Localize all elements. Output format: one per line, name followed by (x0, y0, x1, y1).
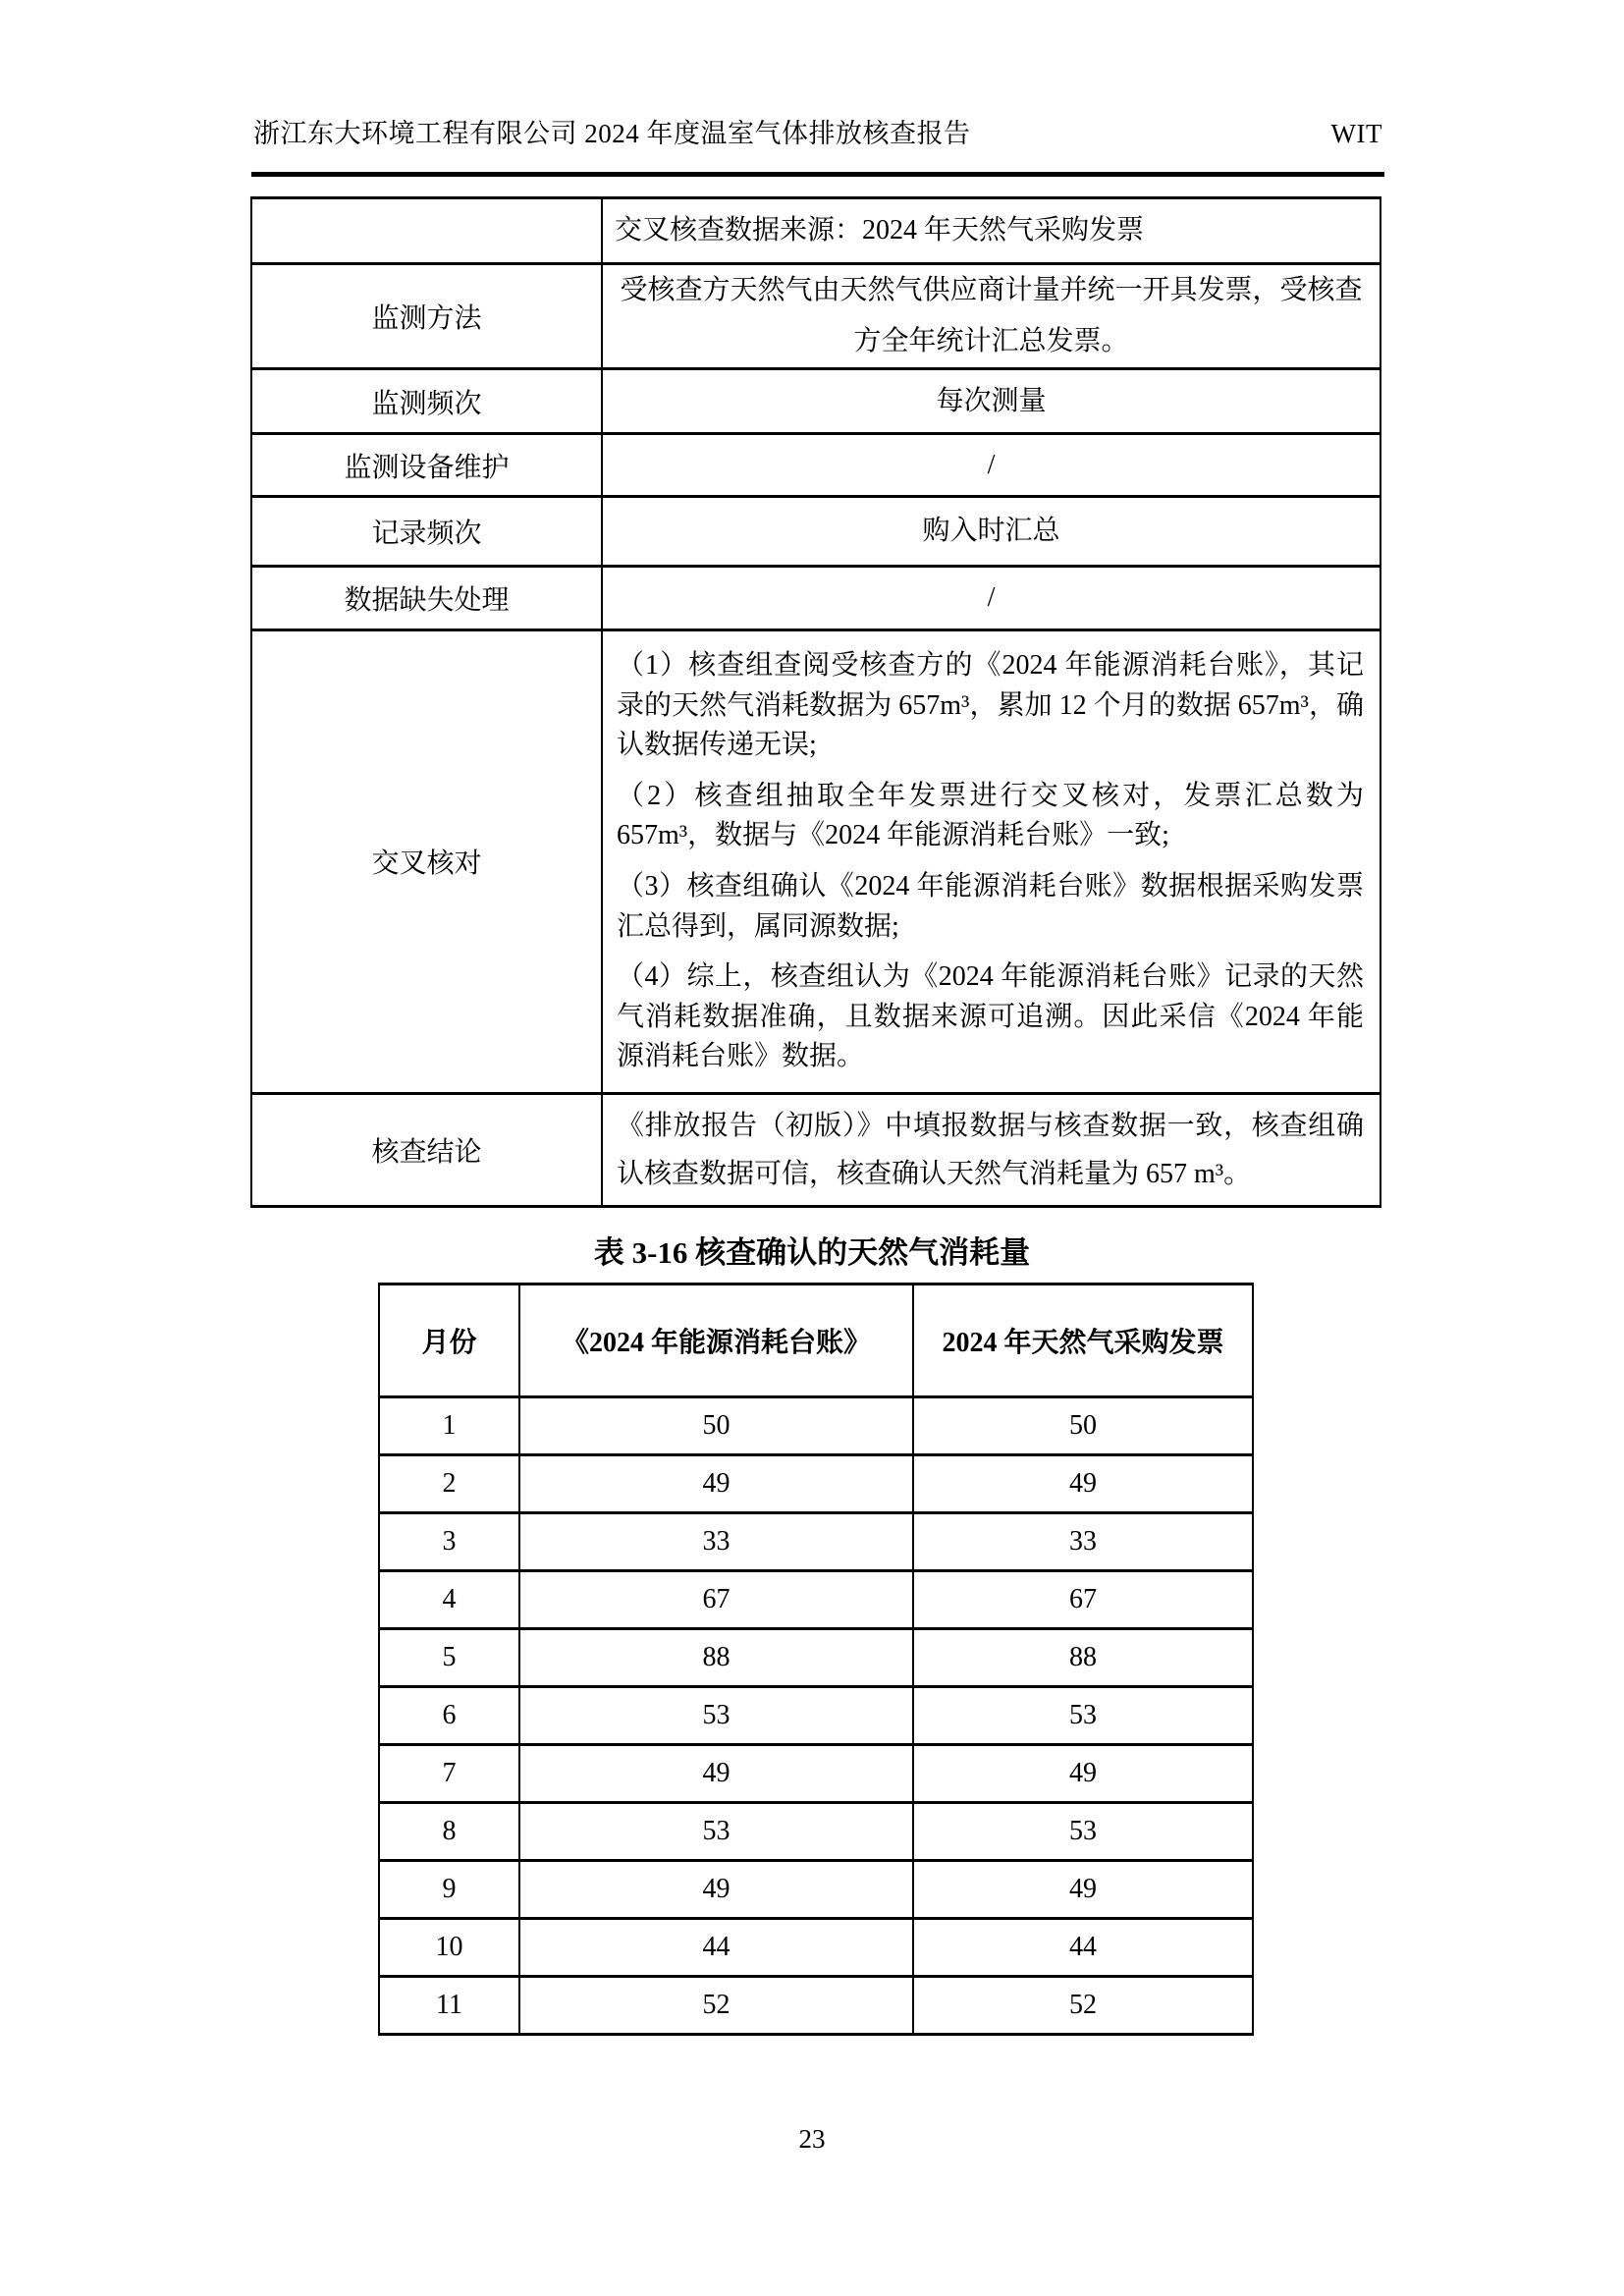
table-caption: 表 3-16 核查确认的天然气消耗量 (593, 1235, 1031, 1270)
cell-invoice: 88 (913, 1629, 1253, 1687)
cell-month: 10 (379, 1919, 519, 1977)
row-label-cell: 监测设备维护 (251, 434, 602, 497)
table-row (251, 497, 1380, 567)
cell-month: 9 (379, 1861, 519, 1919)
cell-invoice: 44 (913, 1919, 1253, 1977)
cell-ledger: 33 (519, 1513, 913, 1571)
cell-invoice: 33 (913, 1513, 1253, 1571)
header-mark: WIT (1330, 119, 1382, 148)
table-row (251, 630, 1380, 1094)
table-row (379, 1977, 1253, 2035)
cell-ledger: 49 (519, 1861, 913, 1919)
column-header-month: 月份 (379, 1285, 519, 1397)
cross-check-cell (602, 630, 1380, 1094)
table-row (379, 1803, 1253, 1861)
cell-ledger: 67 (519, 1571, 913, 1629)
cell-month: 2 (379, 1455, 519, 1513)
row-label-cell: 交叉核对 (251, 630, 602, 1094)
cross-check-paragraph: （4）综上，核查组认为《2024 年能源消耗台账》记录的天然气消耗数据准确，且数据来源可追溯。因此采信《2024 年能源消耗台账》数据。 (617, 961, 1364, 1072)
table-row (251, 567, 1380, 630)
row-label-cell: 监测方法 (251, 264, 602, 369)
table-row (379, 1455, 1253, 1513)
cell-ledger: 53 (519, 1687, 913, 1745)
row-label-cell: 数据缺失处理 (251, 567, 602, 630)
cell-invoice: 49 (913, 1861, 1253, 1919)
table-row (379, 1571, 1253, 1629)
row-label-cell: 记录频次 (251, 497, 602, 567)
cell-ledger: 88 (519, 1629, 913, 1687)
cell-ledger: 49 (519, 1745, 913, 1803)
page-number: 23 (798, 2124, 826, 2154)
row-value-cell: 受核查方天然气由天然气供应商计量并统一开具发票，受核查方全年统计汇总发票。 (602, 264, 1380, 369)
cell-invoice: 49 (913, 1455, 1253, 1513)
row-value-cell: 购入时汇总 (602, 497, 1380, 567)
page-header (253, 118, 1382, 149)
table-row (251, 434, 1380, 497)
table-row (379, 1919, 1253, 1977)
table-row (379, 1397, 1253, 1455)
cell-invoice: 53 (913, 1803, 1253, 1861)
table-row (379, 1513, 1253, 1571)
table-row (379, 1745, 1253, 1803)
cell-ledger: 50 (519, 1397, 913, 1455)
header-rule (251, 172, 1384, 177)
table-header-row (379, 1285, 1253, 1397)
cell-invoice: 52 (913, 1977, 1253, 2035)
monitoring-table (250, 196, 1381, 1208)
cell-ledger: 52 (519, 1977, 913, 2035)
table-row (379, 1687, 1253, 1745)
cell-invoice: 50 (913, 1397, 1253, 1455)
header-title: 浙江东大环境工程有限公司 2024 年度温室气体排放核查报告 (253, 119, 971, 148)
column-header-ledger: 《2024 年能源消耗台账》 (519, 1285, 913, 1397)
cell-ledger: 49 (519, 1455, 913, 1513)
row-value-cell: 交叉核查数据来源：2024 年天然气采购发票 (602, 198, 1380, 264)
cell-month: 11 (379, 1977, 519, 2035)
cell-month: 7 (379, 1745, 519, 1803)
cell-month: 5 (379, 1629, 519, 1687)
row-value-cell: / (602, 567, 1380, 630)
cross-check-paragraph: （1）核查组查阅受核查方的《2024 年能源消耗台账》，其记录的天然气消耗数据为 657m³，累加 12 个月的数据 657m³，确认数据传递无误; (617, 650, 1364, 761)
table-row (379, 1861, 1253, 1919)
row-label-cell (251, 198, 602, 264)
cell-invoice: 49 (913, 1745, 1253, 1803)
table-row (379, 1629, 1253, 1687)
cell-month: 8 (379, 1803, 519, 1861)
cross-check-paragraph: （2）核查组抽取全年发票进行交叉核对，发票汇总数为 657m³，数据与《2024 年能源消耗台账》一致; (617, 780, 1364, 851)
row-label-cell: 核查结论 (251, 1093, 602, 1206)
table-row (251, 1093, 1380, 1206)
cell-month: 4 (379, 1571, 519, 1629)
column-header-invoice: 2024 年天然气采购发票 (913, 1285, 1253, 1397)
cell-invoice: 53 (913, 1687, 1253, 1745)
consumption-table (378, 1283, 1254, 2036)
table-row (251, 198, 1380, 264)
cell-month: 3 (379, 1513, 519, 1571)
cell-month: 1 (379, 1397, 519, 1455)
cell-ledger: 53 (519, 1803, 913, 1861)
table-row (251, 369, 1380, 434)
conclusion-cell: 《排放报告（初版）》中填报数据与核查数据一致，核查组确认核查数据可信，核查确认天然气消耗量为 657 m³。 (602, 1093, 1380, 1206)
cell-ledger: 44 (519, 1919, 913, 1977)
row-value-cell: / (602, 434, 1380, 497)
table-row (251, 264, 1380, 369)
cross-check-paragraph: （3）核查组确认《2024 年能源消耗台账》数据根据采购发票汇总得到，属同源数据; (617, 870, 1364, 942)
row-label-cell: 监测频次 (251, 369, 602, 434)
row-value-cell: 每次测量 (602, 369, 1380, 434)
cell-month: 6 (379, 1687, 519, 1745)
cell-invoice: 67 (913, 1571, 1253, 1629)
